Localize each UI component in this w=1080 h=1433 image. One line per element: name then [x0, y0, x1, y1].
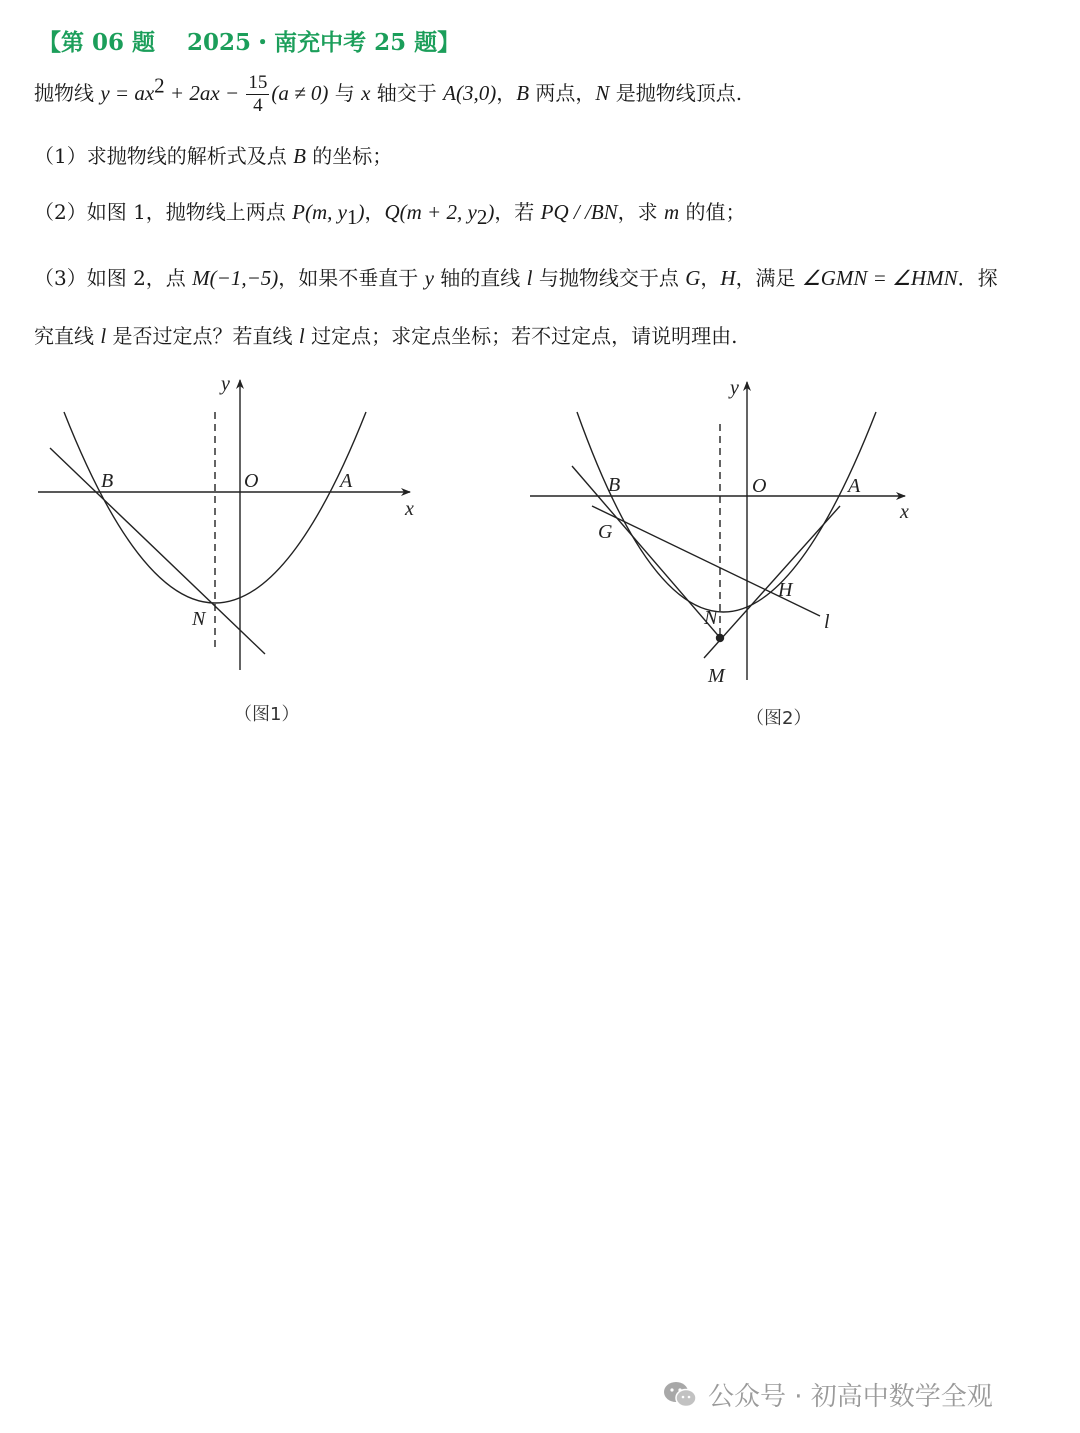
line-mg [572, 466, 722, 640]
equation-part: (a ≠ 0) [271, 81, 329, 105]
fig2-label-y: y [730, 377, 739, 399]
watermark-text: 公众号 · 初高中数学全观 [708, 1382, 993, 1412]
q2-text: （2）如图 1，抛物线上两点 [34, 200, 293, 224]
q1-text: 的坐标； [305, 144, 393, 168]
q3-text: 与抛物线交于点 [532, 266, 686, 290]
q3-text: ，满足 [735, 266, 802, 290]
q2-text: ，求 [617, 200, 665, 224]
subscript: 1 [346, 205, 358, 229]
fig1-label-a: A [340, 470, 353, 492]
point-a: A(3,0) [443, 81, 497, 105]
point-q-end: ) [487, 200, 495, 224]
fig2-label-g: G [598, 521, 613, 543]
fig1-label-x: x [405, 498, 414, 520]
q3-text: 究直线 [34, 324, 101, 348]
q3-text: （3）如图 2，点 [34, 266, 193, 290]
point-h: H [720, 266, 736, 290]
q3-text: 过定点；求定点坐标；若不过定点，请说明理由. [304, 324, 738, 348]
point-p-end: ) [357, 200, 365, 224]
point-m-dot [717, 635, 724, 642]
fig2-label-x: x [900, 501, 909, 523]
q2-text: ，若 [494, 200, 541, 224]
point-g: G [685, 266, 701, 290]
fig2-label-m: M [708, 665, 725, 687]
q3-text: 是否过定点？若直线 [106, 324, 299, 348]
var-m: m [664, 200, 680, 224]
fig2-label-a: A [848, 475, 861, 497]
point-b: B [293, 144, 306, 168]
fraction-denominator: 4 [253, 95, 263, 116]
line-l: l [100, 324, 107, 348]
var-x: x [361, 81, 371, 105]
fig2-label-b: B [608, 474, 621, 496]
angle-condition: ∠GMN = ∠HMN [801, 266, 958, 290]
exponent: 2 [154, 73, 165, 98]
stem-text: ， [496, 81, 517, 105]
figure-2-caption: （图2） [746, 708, 812, 729]
equation-part: + 2ax − [164, 81, 245, 105]
fig2-label-l: l [824, 611, 830, 633]
q2-text: ， [364, 200, 385, 224]
line-l: l [298, 324, 305, 348]
point-m: M(−1,−5) [192, 266, 279, 290]
fig1-label-y: y [221, 373, 230, 395]
fig1-label-n: N [192, 608, 206, 630]
var-y: y [424, 266, 434, 290]
point-q: Q(m + 2, y [384, 200, 477, 224]
stem-text: 是抛物线顶点. [609, 81, 743, 105]
figure-2 [530, 382, 905, 680]
parallel-condition: PQ / /BN [540, 200, 618, 224]
watermark [662, 1376, 993, 1413]
point-p: P(m, y [292, 200, 347, 224]
line-l: l [526, 266, 533, 290]
stem-text: 两点， [529, 81, 596, 105]
subscript: 2 [476, 205, 488, 229]
point-b: B [516, 81, 530, 105]
fraction-numerator: 15 [248, 72, 268, 93]
fig2-label-n: N [704, 607, 718, 629]
q3-text: ，如果不垂直于 [278, 266, 425, 290]
parabola [577, 412, 876, 612]
figure-1-caption: （图1） [234, 704, 300, 725]
line-bn [50, 448, 265, 654]
fig1-label-b: B [101, 470, 114, 492]
q3-text: ， [700, 266, 721, 290]
q2-text: 的值； [679, 200, 746, 224]
problem-title: 【第 06 题 2025・南充中考 25 题】 [38, 29, 461, 56]
figure-1 [38, 380, 410, 670]
q3-text: 轴的直线 [433, 266, 527, 290]
q3-text: ．探 [957, 266, 998, 290]
q1-text: （1）求抛物线的解析式及点 [34, 144, 294, 168]
wechat-icon [662, 1380, 698, 1410]
stem-text: 与 [328, 81, 362, 105]
line-mh [704, 506, 840, 658]
fig1-label-o: O [244, 470, 259, 492]
fig2-label-o: O [752, 475, 767, 497]
fig2-label-h: H [778, 579, 793, 601]
equation-part: y = ax [100, 81, 155, 105]
point-n: N [595, 81, 610, 105]
stem-text: 抛物线 [34, 81, 101, 105]
stem-text: 轴交于 [370, 81, 444, 105]
